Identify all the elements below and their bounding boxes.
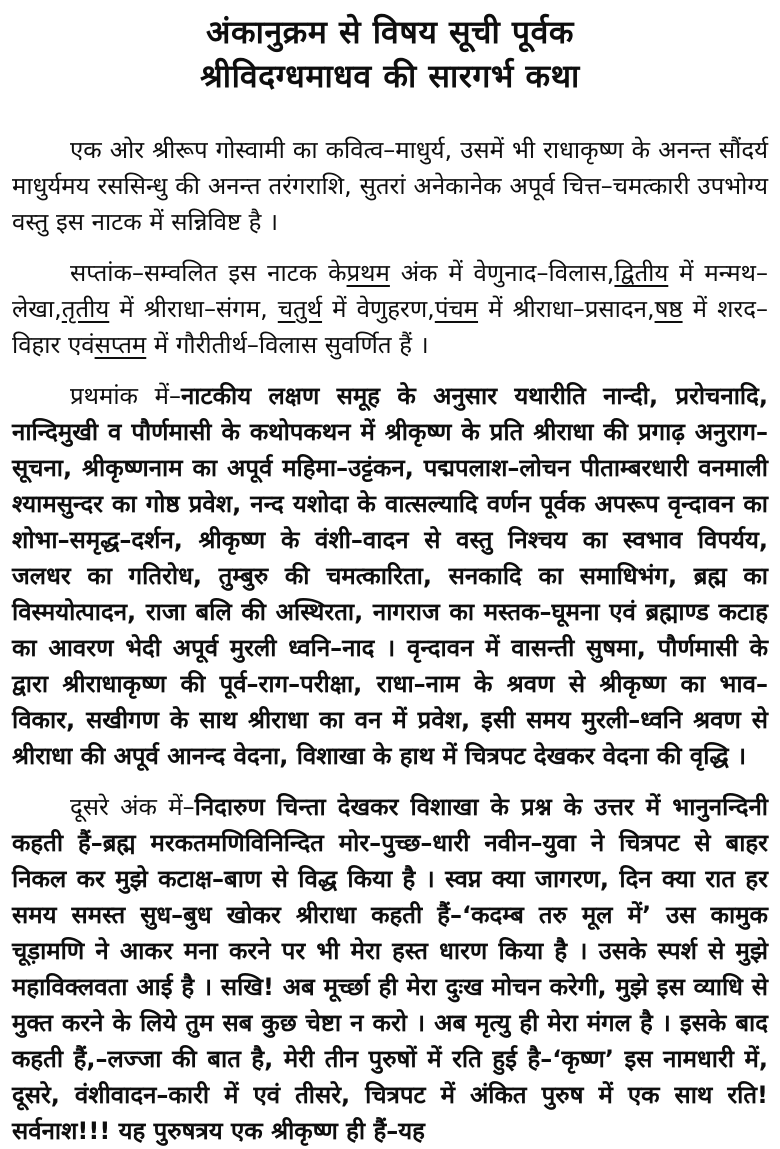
text-segment: अंक में वेणुनाद–विलास, — [389, 259, 615, 287]
underlined-term: पंचम — [434, 295, 479, 323]
text-segment: सप्तांक–सम्वलित इस नाटक के — [70, 259, 347, 287]
paragraph-lead: प्रथमांक में– — [70, 382, 181, 410]
text-segment: नाटकीय लक्षण समूह के अनुसार यथारीति नान्दी, प्ररोचनादि, नान्दिमुखी व पौर्णमासी के कथोपकथन में श्रीकृष्ण के प्रति श्रीराधा की प्रगाढ़ अनुराग–सूचना, श्रीकृष्णनाम का अपूर्व महिमा–उट्टंकन, पद्मपलाश–लोचन पीताम्बरधारी वनमाली श्यामसुन्दर का गोष्ठ प्रवेश, नन्द यशोदा के वात्सल्यादि वर्णन पूर्वक अपरूप वृन्दावन का शोभा–समृद्ध–दर्शन, श्रीकृष्ण के वंशी–वादन से वस्तु निश्चय का स्वभाव विपर्यय, जलधर का गतिरोध, तुम्बुरु की चमत्कारिता, सनकादि का समाधिभंग, ब्रह्म का विस्मयोत्पादन, राजा बलि की अस्थिरता, नागराज का मस्तक–घूमना एवं ब्रह्माण्ड कटाह का आवरण भेदी अपूर्व मुरली ध्वनि–नाद । वृन्दावन में वासन्ती सुषमा, पौर्णमासी के द्वारा श्रीराधाकृष्ण की पूर्व–राग–परीक्षा, राधा–नाम के श्रवण से श्रीकृष्ण का भाव–विकार, सखीगण के साथ श्रीराधा का वन में प्रवेश, इसी समय मुरली–ध्वनि श्रवण से श्रीराधा की अपूर्व आनन्द वेदना, विशाखा के हाथ में चित्रपट देखकर वेदना की वृद्धि । — [12, 382, 768, 770]
paragraph — [12, 255, 768, 363]
paragraph-lead: दूसरे अंक में– — [70, 793, 195, 821]
underlined-term: चतुर्थ — [277, 295, 323, 323]
text-segment: एक ओर श्रीरूप गोस्वामी का कवित्व–माधुर्य, उसमें भी राधाकृष्ण के अनन्त सौंदर्य माधुर्यमय रससिन्धु की अनन्त तरंगराशि, सुतरां अनेकानेक अपूर्व चित्त–चमत्कारी उपभोग्य वस्तु इस नाटक में सन्निविष्ट है । — [12, 136, 768, 236]
paragraph — [12, 378, 768, 774]
text-segment: में श्रीराधा–प्रसादन, — [478, 295, 655, 323]
document-body — [12, 132, 768, 1149]
underlined-term: सप्तम — [94, 331, 147, 359]
text-segment: में मन्मथ–लेखा, — [12, 259, 768, 323]
text-segment: में वेणुहरण, — [322, 295, 435, 323]
title-line-2: श्रीविदग्धमाधव की सारगर्भ कथा — [200, 57, 580, 95]
page-title — [12, 10, 768, 98]
underlined-term: द्वितीय — [614, 259, 669, 287]
text-segment: में गौरीतीर्थ–विलास सुवर्णित हैं । — [146, 331, 429, 359]
paragraph — [12, 132, 768, 240]
text-segment: में श्रीराधा–संगम, — [109, 295, 278, 323]
paragraph — [12, 789, 768, 1149]
underlined-term: प्रथम — [346, 259, 390, 287]
title-line-1: अंकानुक्रम से विषय सूची पूर्वक — [206, 13, 574, 51]
underlined-term: षष्ठ — [654, 295, 683, 323]
underlined-term: तृतीय — [61, 295, 110, 323]
text-segment: में शरद–विहार एवं — [12, 295, 768, 359]
text-segment: निदारुण चिन्ता देखकर विशाखा के प्रश्न के उत्तर में भानुनन्दिनी कहती हैं–ब्रह्म मरकतमणिविनिन्दित मोर–पुच्छ–धारी नवीन–युवा ने चित्रपट से बाहर निकल कर मुझे कटाक्ष–बाण से विद्ध किया है । स्वप्न क्या जागरण, दिन क्या रात हर समय समस्त सुध–बुध खोकर श्रीराधा कहती हैं–‘कदम्ब तरु मूल में’ उस कामुक चूड़ामणि ने आकर मना करने पर भी मेरा हस्त धारण किया है । उसके स्पर्श से मुझे महाविक्लवता आई है । सखि! अब मूर्च्छा ही मेरा दुःख मोचन करेगी, मुझे इस व्याधि से मुक्त करने के लिये तुम सब कुछ चेष्टा न करो । अब मृत्यु ही मेरा मंगल है । इसके बाद कहती हैं,–लज्जा की बात है, मेरी तीन पुरुषों में रति हुई है–‘कृष्ण’ इस नामधारी में, दूसरे, वंशीवादन–कारी में एवं तीसरे, चित्रपट में अंकित पुरुष में एक साथ रति! सर्वनाश!!! यह पुरुषत्रय एक श्रीकृष्ण ही हैं–यह — [12, 793, 768, 1145]
